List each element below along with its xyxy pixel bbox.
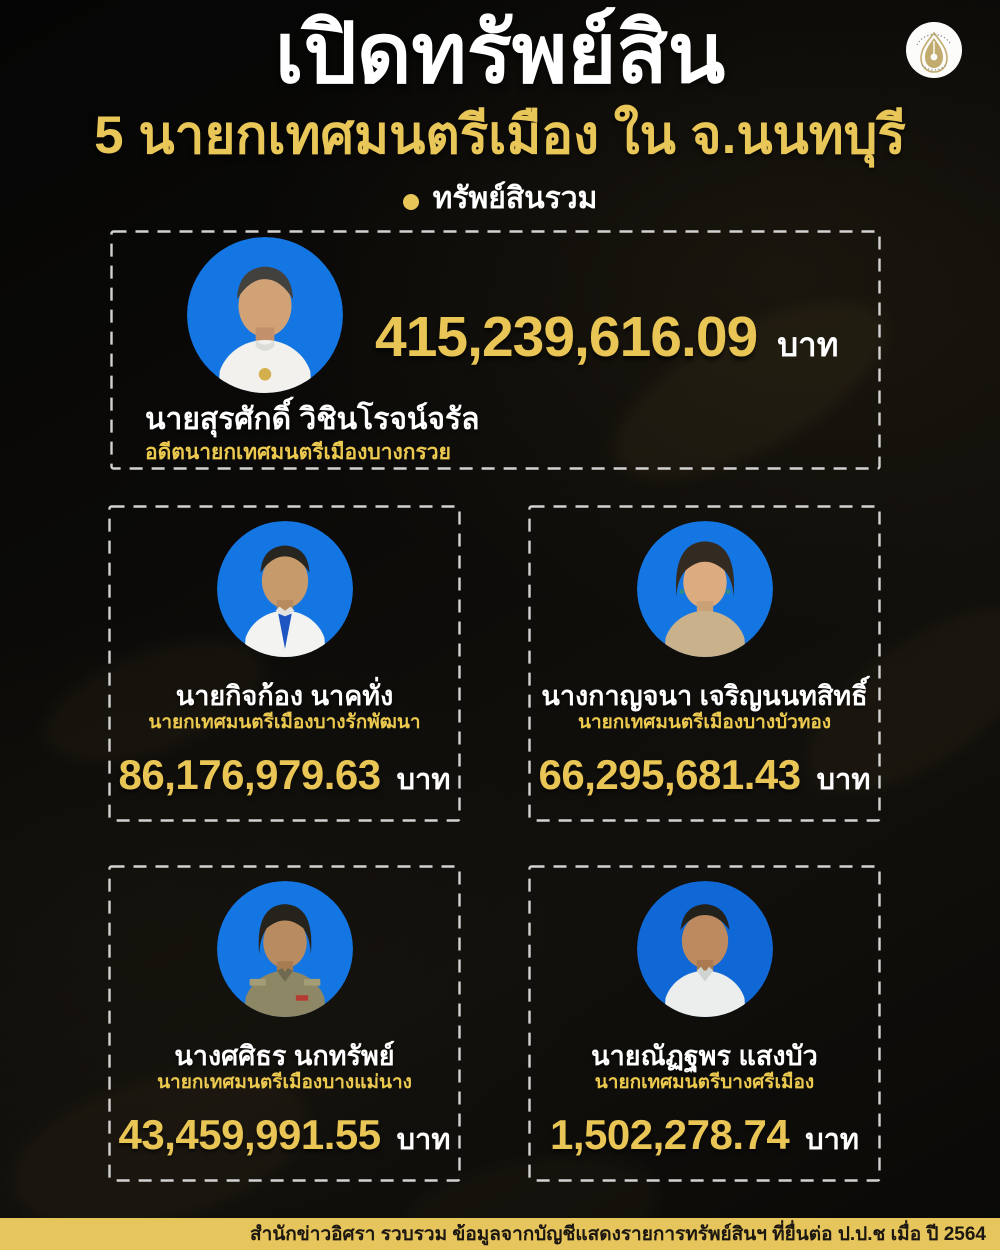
person-photo (217, 521, 353, 657)
person-photo (637, 521, 773, 657)
person-position: อดีตนายกเทศมนตรีเมืองบางกรวย (145, 441, 451, 464)
asset-total-row (528, 751, 881, 802)
person-photo (187, 237, 343, 393)
currency-unit: บาท (396, 1124, 451, 1156)
asset-total-row (528, 1111, 881, 1162)
person-position: นายกเทศมนตรีเมืองบางแม่นาง (157, 1072, 412, 1093)
currency-unit: บาท (816, 764, 871, 796)
asset-amount: 415,239,616.09 (375, 305, 758, 369)
section-label: ทรัพย์สินรวม (432, 181, 598, 215)
currency-unit: บาท (805, 1124, 860, 1156)
asset-amount: 43,459,991.55 (118, 1111, 381, 1158)
asset-amount: 86,176,979.63 (118, 751, 381, 798)
person-name: นางศศิธร นกทรัพย์ (174, 1041, 395, 1071)
currency-unit: บาท (777, 326, 839, 363)
asset-card (108, 865, 461, 1182)
asset-card (108, 505, 461, 822)
asset-amount: 66,295,681.43 (538, 751, 801, 798)
asset-total-row (375, 304, 838, 371)
currency-unit: บาท (396, 764, 451, 796)
page-title: เปิดทรัพย์สิน (274, 6, 726, 100)
person-name: นายกิจก้อง นาคทั่ง (175, 681, 394, 711)
person-position: นายกเทศมนตรีบางศรีเมือง (594, 1072, 815, 1093)
person-name: นายสุรศักดิ์ วิชินโรจน์จรัล (145, 403, 480, 436)
asset-card (528, 505, 881, 822)
asset-card (528, 865, 881, 1182)
asset-total-row (108, 1111, 461, 1162)
isra-news-logo (905, 21, 963, 79)
footer-credit: สำนักข่าวอิศรา รวบรวม ข้อมูลจากบัญชีแสดงรายการทรัพย์สินฯ ที่ยื่นต่อ ป.ป.ช เมื่อ ปี 2564 (250, 1224, 986, 1245)
asset-total-row (108, 751, 461, 802)
asset-card (110, 230, 881, 470)
page-subtitle: 5 นายกเทศมนตรีเมือง ใน จ.นนทบุรี (94, 106, 906, 165)
asset-amount: 1,502,278.74 (549, 1111, 790, 1158)
bullet-dot-icon (403, 194, 419, 210)
person-position: นายกเทศมนตรีเมืองบางรักพัฒนา (148, 712, 421, 733)
person-name: นายณัฏฐพร แสงบัว (591, 1041, 818, 1071)
person-photo (637, 881, 773, 1017)
person-position: นายกเทศมนตรีเมืองบางบัวทอง (577, 712, 832, 733)
person-name: นางกาญจนา เจริญนนทสิทธิ์ (541, 681, 868, 711)
section-header (0, 180, 1000, 216)
footer-bar (0, 1218, 1000, 1250)
